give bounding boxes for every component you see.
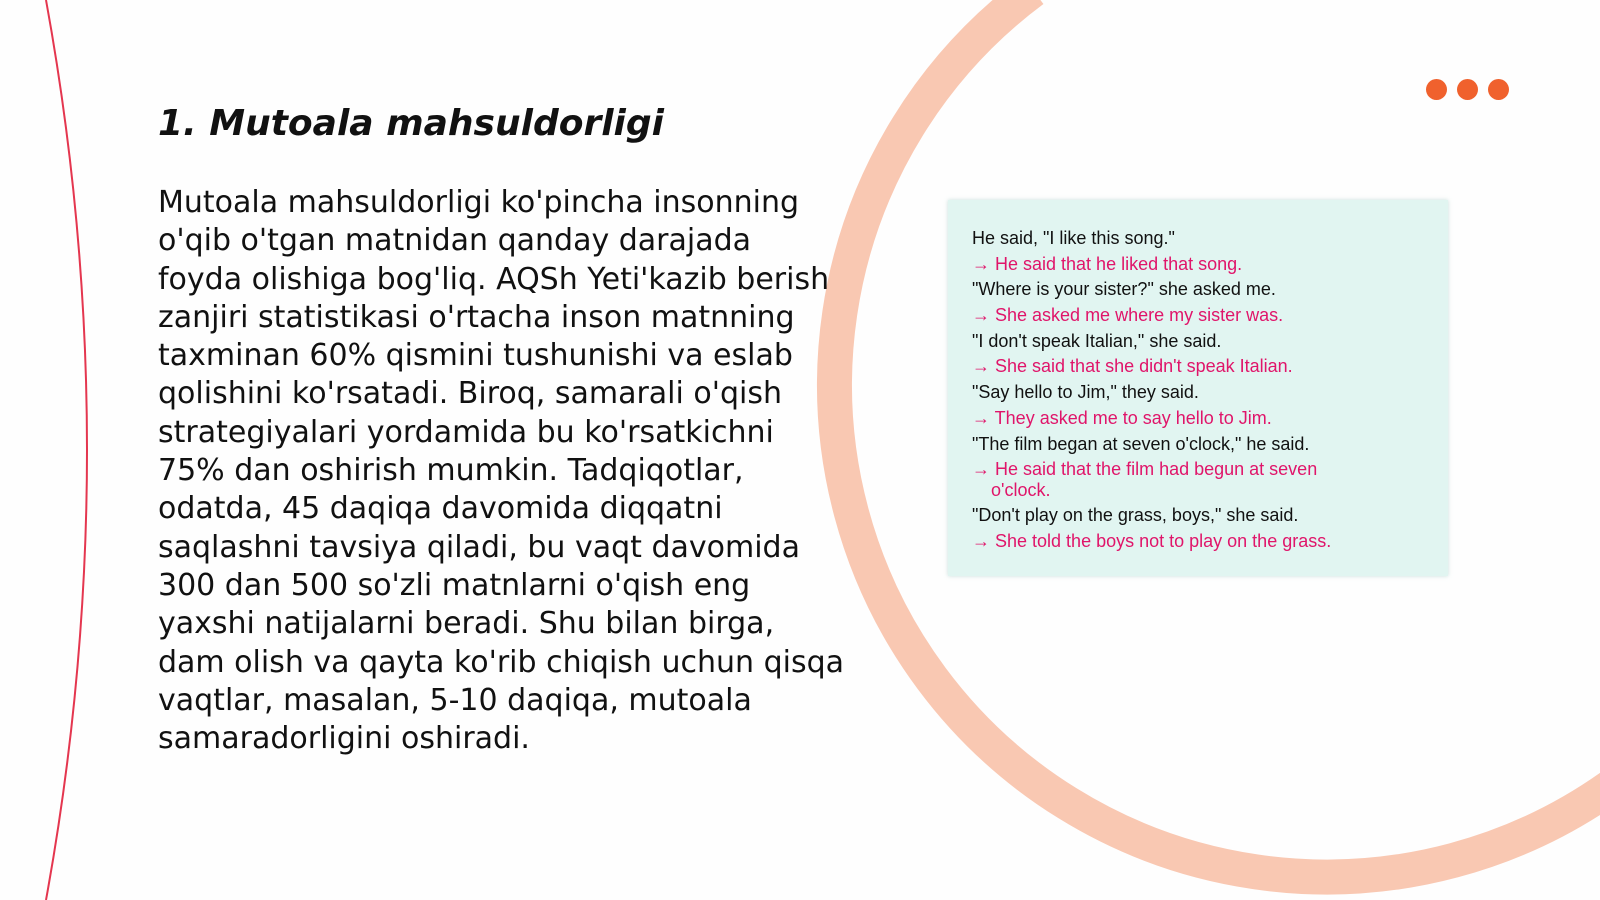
reported-speech-line: → She asked me where my sister was. [972, 305, 1284, 326]
reported-speech-line: → She told the boys not to play on the grass. [972, 530, 1332, 551]
reported-speech-line: → He said that he liked that song. [972, 253, 1243, 274]
body-line: Mutoala mahsuldorligi ko'pincha insonning [158, 185, 800, 220]
body-paragraph [158, 184, 848, 758]
reported-speech-line: → He said that the film had begun at seven [972, 459, 1318, 480]
direct-speech-line: "I don't speak Italian," she said. [972, 330, 1222, 351]
body-line: yaxshi natijalarni beradi. Shu bilan birga, [158, 606, 775, 642]
slide-title: 1. Mutoala mahsuldorligi [158, 103, 664, 144]
body-line: strategiyalari yordamida bu ko'rsatkichni [158, 414, 774, 450]
body-line: o'qib o'tgan matnidan qanday darajada [158, 223, 752, 259]
reported-speech-line: → She said that she didn't speak Italian. [972, 356, 1293, 377]
dots-menu-icon [1426, 79, 1516, 101]
dot-icon [1457, 79, 1478, 100]
body-line: 300 dan 500 so'zli matnlarni o'qish eng [158, 567, 751, 603]
body-line: vaqtlar, masalan, 5-10 daqiqa, mutoala [158, 682, 752, 718]
body-line: 75% dan oshirish mumkin. Tadqiqotlar, [158, 453, 744, 489]
left-curved-line [46, 0, 87, 900]
body-line: dam olish va qayta ko'rib chiqish uchun qisqa [158, 644, 845, 680]
body-line: qolishini ko'rsatadi. Biroq, samarali o'qish [158, 376, 783, 412]
direct-speech-line: "The film began at seven o'clock," he said. [972, 433, 1310, 454]
direct-speech-line: He said, "I like this song." [972, 228, 1175, 248]
reported-speech-line-continued: o'clock. [991, 479, 1051, 500]
body-line: samaradorligini oshiradi. [158, 721, 530, 757]
reported-speech-examples-box [948, 200, 1448, 576]
direct-speech-line: "Where is your sister?" she asked me. [972, 279, 1276, 300]
body-line: odatda, 45 daqiqa davomida diqqatni [158, 491, 723, 527]
body-line: foyda olishiga bog'liq. AQSh Yeti'kazib berish [158, 261, 830, 297]
dot-icon [1426, 79, 1447, 100]
body-line: taxminan 60% qismini tushunishi va eslab [158, 338, 793, 374]
reported-speech-line: → They asked me to say hello to Jim. [972, 407, 1272, 428]
body-line: zanjiri statistikasi o'rtacha inson matnning [158, 299, 795, 335]
direct-speech-line: "Don't play on the grass, boys," she said. [972, 504, 1299, 525]
direct-speech-line: "Say hello to Jim," they said. [972, 382, 1199, 403]
dot-icon [1488, 79, 1509, 100]
body-line: saqlashni tavsiya qiladi, bu vaqt davomida [158, 529, 800, 565]
